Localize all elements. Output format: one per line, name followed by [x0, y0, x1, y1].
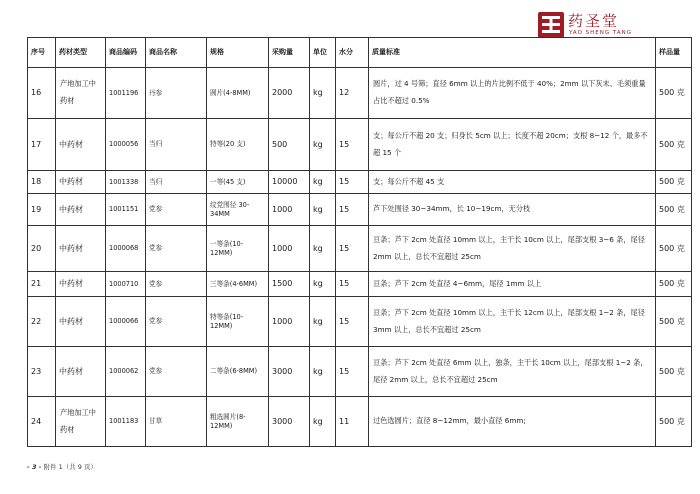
product-name: 党参	[146, 272, 207, 297]
row-number: 19	[28, 194, 56, 226]
product-name: 当归	[146, 171, 207, 194]
spec: 特等条(10-12MM)	[207, 297, 269, 347]
header-cell: 采购量	[269, 38, 310, 68]
spec: 一等条(10-12MM)	[207, 226, 269, 272]
purchase-qty: 10000	[269, 171, 310, 194]
unit: kg	[310, 397, 336, 447]
quality-standard: 亘条；芦下 2cm 处直径 10mm 以上，主干长 10cm 以上，尾部支根 3~6 条，尾径 2mm 以上，总长不宜超过 25cm	[369, 226, 656, 272]
moisture: 11	[336, 397, 369, 447]
quality-standard: 亘条；芦下 2cm 处直径 10mm 以上，主干长 12cm 以上，尾部支根 1~2 条，尾径 3mm 以上，总长不宜超过 25cm	[369, 297, 656, 347]
sample-qty: 500 克	[656, 226, 692, 272]
moisture: 15	[336, 272, 369, 297]
moisture: 15	[336, 347, 369, 397]
purchase-qty: 1000	[269, 297, 310, 347]
table-row	[28, 119, 692, 171]
header-cell: 单位	[310, 38, 336, 68]
spec: 三等条(4-6MM)	[207, 272, 269, 297]
page-number: - 3 -	[27, 463, 42, 471]
unit: kg	[310, 171, 336, 194]
row-number: 22	[28, 297, 56, 347]
unit: kg	[310, 297, 336, 347]
page-footer	[27, 462, 97, 471]
brand-seal-icon	[538, 12, 564, 38]
product-name: 甘草	[146, 397, 207, 447]
moisture: 15	[336, 171, 369, 194]
moisture: 12	[336, 68, 369, 119]
table-row	[28, 272, 692, 297]
quality-standard: 支；每公斤不超 20 支；归身长 5cm 以上；长度不超 20cm；支根 8~12 个，最多不超 15 个	[369, 119, 656, 171]
quality-standard: 亘条；芦下 2cm 处直径 6mm 以上，独条，主干长 10cm 以上，尾部支根 1~2 条，尾径 2mm 以上，总长不宜超过 25cm	[369, 347, 656, 397]
quality-standard: 亘条；芦下 2cm 处直径 4~6mm，尾径 1mm 以上	[369, 272, 656, 297]
purchase-qty: 3000	[269, 347, 310, 397]
header-cell: 药材类型	[56, 38, 106, 68]
product-name: 丹参	[146, 68, 207, 119]
sample-qty: 500 克	[656, 171, 692, 194]
product-code: 1001196	[106, 68, 146, 119]
product-name: 党参	[146, 297, 207, 347]
row-number: 16	[28, 68, 56, 119]
header-cell: 质量标准	[369, 38, 656, 68]
spec: 纹党围径 30-34MM	[207, 194, 269, 226]
row-number: 20	[28, 226, 56, 272]
unit: kg	[310, 347, 336, 397]
product-name: 当归	[146, 119, 207, 171]
row-number: 18	[28, 171, 56, 194]
row-number: 21	[28, 272, 56, 297]
table-row	[28, 226, 692, 272]
product-code: 1000710	[106, 272, 146, 297]
product-name: 党参	[146, 194, 207, 226]
table-header-row	[28, 38, 692, 68]
material-type: 中药材	[56, 194, 106, 226]
sample-qty: 500 克	[656, 272, 692, 297]
header-cell: 样品量	[656, 38, 692, 68]
quality-standard: 圆片，过 4 号筛；直径 6mm 以上的片比例不低于 40%；2mm 以下灰末、毛须重量占比不超过 0.5%	[369, 68, 656, 119]
table-row	[28, 297, 692, 347]
procurement-table	[27, 37, 692, 447]
purchase-qty: 1500	[269, 272, 310, 297]
sample-qty: 500 克	[656, 397, 692, 447]
table-row	[28, 347, 692, 397]
moisture: 15	[336, 119, 369, 171]
product-code: 1001151	[106, 194, 146, 226]
material-type: 产地加工中药材	[56, 397, 106, 447]
brand-name-en: YAO SHENG TANG	[569, 30, 632, 36]
unit: kg	[310, 194, 336, 226]
unit: kg	[310, 272, 336, 297]
sample-qty: 500 克	[656, 194, 692, 226]
purchase-qty: 1000	[269, 226, 310, 272]
material-type: 产地加工中药材	[56, 68, 106, 119]
table-row	[28, 171, 692, 194]
header-cell: 规格	[207, 38, 269, 68]
material-type: 中药材	[56, 226, 106, 272]
material-type: 中药材	[56, 119, 106, 171]
material-type: 中药材	[56, 272, 106, 297]
spec: 圆片(4-8MM)	[207, 68, 269, 119]
purchase-qty: 1000	[269, 194, 310, 226]
quality-standard: 芦下处围径 30~34mm，长 10~19cm，无分枝	[369, 194, 656, 226]
material-type: 中药材	[56, 171, 106, 194]
product-name: 党参	[146, 347, 207, 397]
spec: 特等(20 支)	[207, 119, 269, 171]
product-code: 1000068	[106, 226, 146, 272]
unit: kg	[310, 119, 336, 171]
header-cell: 商品名称	[146, 38, 207, 68]
sample-qty: 500 克	[656, 347, 692, 397]
row-number: 17	[28, 119, 56, 171]
sample-qty: 500 克	[656, 119, 692, 171]
spec: 二等条(6-8MM)	[207, 347, 269, 397]
quality-standard: 支；每公斤不超 45 支	[369, 171, 656, 194]
table-row	[28, 68, 692, 119]
product-code: 1000062	[106, 347, 146, 397]
brand-name-cn: 药圣堂	[568, 12, 620, 30]
table-row	[28, 194, 692, 226]
purchase-qty: 2000	[269, 68, 310, 119]
row-number: 23	[28, 347, 56, 397]
product-code: 1001338	[106, 171, 146, 194]
product-code: 1000066	[106, 297, 146, 347]
spec: 一等(45 支)	[207, 171, 269, 194]
moisture: 15	[336, 297, 369, 347]
product-name: 党参	[146, 226, 207, 272]
header-cell: 水分	[336, 38, 369, 68]
purchase-qty: 500	[269, 119, 310, 171]
footer-label: 附件 1（共 9 页）	[43, 463, 98, 471]
row-number: 24	[28, 397, 56, 447]
unit: kg	[310, 226, 336, 272]
spec: 粗选圆片(8-12MM)	[207, 397, 269, 447]
moisture: 15	[336, 226, 369, 272]
product-code: 1000056	[106, 119, 146, 171]
purchase-qty: 3000	[269, 397, 310, 447]
table-row	[28, 397, 692, 447]
sample-qty: 500 克	[656, 68, 692, 119]
moisture: 15	[336, 194, 369, 226]
header-cell: 序号	[28, 38, 56, 68]
quality-standard: 过色选圆片；直径 8~12mm，最小直径 6mm;	[369, 397, 656, 447]
sample-qty: 500 克	[656, 297, 692, 347]
product-code: 1001183	[106, 397, 146, 447]
material-type: 中药材	[56, 347, 106, 397]
header-cell: 商品编码	[106, 38, 146, 68]
material-type: 中药材	[56, 297, 106, 347]
unit: kg	[310, 68, 336, 119]
